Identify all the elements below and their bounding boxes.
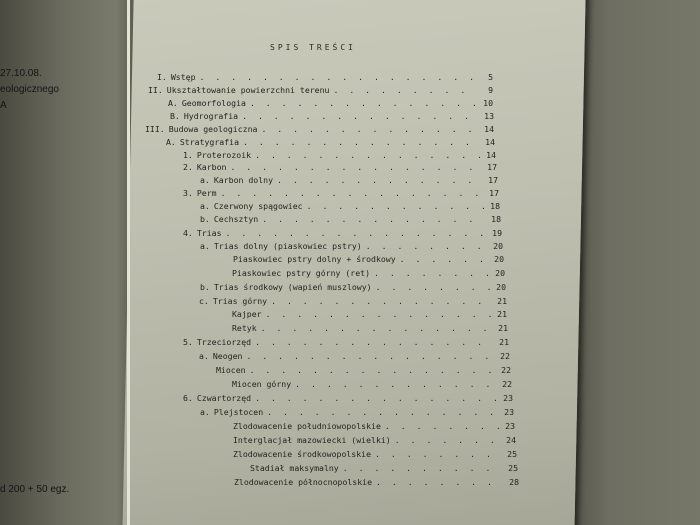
toc-entry-number: b. — [200, 282, 210, 292]
toc-entry-number: a. — [200, 407, 210, 417]
toc-entry — [183, 150, 496, 160]
toc-entry-page-number: 23 — [504, 407, 514, 417]
toc-entry-number: 2. — [183, 162, 193, 172]
toc-dot-leader — [374, 268, 489, 278]
toc-entry — [233, 254, 504, 264]
toc-dot-leader — [295, 379, 496, 389]
toc-dot-leader — [376, 477, 503, 487]
toc-entry-page-number: 17 — [487, 162, 497, 172]
toc-entry — [183, 162, 497, 172]
toc-entry-page-number: 10 — [483, 98, 493, 108]
toc-entry — [233, 449, 517, 459]
toc-entry — [145, 124, 494, 134]
toc-entry — [232, 323, 508, 333]
toc-entry-page-number: 25 — [508, 463, 518, 473]
toc-entry — [183, 393, 513, 403]
toc-dot-leader — [243, 137, 479, 147]
toc-dot-leader — [400, 254, 488, 264]
toc-entry-page-number: 23 — [503, 393, 513, 403]
toc-entry-title: Karbon — [196, 162, 227, 172]
toc-entry-title: Budowa geologiczna — [168, 124, 258, 134]
toc-entry-page-number: 9 — [488, 85, 493, 95]
toc-dot-leader — [343, 463, 502, 473]
toc-dot-leader — [246, 351, 494, 361]
toc-entry-title: Perm — [196, 188, 217, 198]
toc-entry — [168, 98, 493, 108]
toc-entry — [200, 201, 500, 211]
toc-entry — [199, 296, 507, 306]
toc-entry-title: Interglacjał mazowiecki (wielki) — [233, 435, 391, 445]
toc-entry-page-number: 21 — [498, 323, 508, 333]
toc-entry-page-number: 20 — [496, 282, 506, 292]
toc-entry — [232, 309, 507, 319]
toc-entry-title: Miocen — [216, 365, 246, 375]
toc-entry — [200, 214, 501, 224]
toc-entry-number: 1. — [183, 150, 193, 160]
toc-dot-leader — [230, 162, 481, 172]
toc-entry-title: Stadiał maksymalny — [250, 463, 339, 473]
toc-entry — [148, 85, 493, 95]
toc-entry-page-number: 20 — [494, 254, 504, 264]
toc-dot-leader — [255, 337, 493, 347]
toc-entry-number: b. — [200, 214, 210, 224]
toc-entry — [200, 282, 506, 292]
toc-dot-leader — [333, 85, 477, 95]
toc-dot-leader — [221, 188, 483, 198]
toc-entry-page-number: 17 — [488, 175, 498, 185]
toc-entry-page-number: 5 — [488, 72, 493, 82]
toc-entry-page-number: 14 — [484, 124, 494, 134]
toc-dot-leader — [277, 175, 482, 185]
toc-entry-page-number: 13 — [484, 111, 494, 121]
toc-entry-number: a. — [200, 241, 210, 251]
toc-entry — [250, 463, 518, 473]
toc-entry-title: Hydrografia — [183, 111, 239, 121]
toc-entry-page-number: 19 — [492, 228, 502, 238]
toc-entry-page-number: 14 — [486, 150, 496, 160]
toc-dot-leader — [250, 98, 477, 108]
toc-entry-page-number: 28 — [509, 477, 519, 487]
toc-entry-title: Wstęp — [170, 72, 196, 82]
toc-entry-number: II. — [148, 85, 163, 95]
toc-entry-page-number: 17 — [489, 188, 499, 198]
toc-entry-title: Piaskowiec pstry górny (ret) — [232, 268, 371, 278]
toc-entry-number: III. — [145, 124, 165, 134]
toc-entry-number: 4. — [183, 228, 193, 238]
toc-entry — [157, 72, 493, 82]
toc-entry-title: Ukształtowanie powierzchni terenu — [166, 85, 330, 95]
toc-entry-page-number: 18 — [490, 201, 500, 211]
toc-entry-title: Zlodowacenie północnopolskie — [234, 477, 373, 487]
toc-entry — [216, 365, 511, 375]
toc-dot-leader — [255, 150, 480, 160]
toc-entry-title: Geomorfologia — [181, 98, 246, 108]
toc-heading: SPIS TREŚCI — [270, 43, 356, 52]
toc-entry-number: a. — [200, 201, 210, 211]
toc-entry-page-number: 22 — [502, 379, 512, 389]
toc-entry-number: A. — [166, 137, 176, 147]
toc-entry-title: Czwartorzęd — [196, 393, 252, 403]
toc-entry — [166, 137, 495, 147]
toc-entry-title: Zlodowacenie środkowopolskie — [233, 449, 372, 459]
toc-dot-leader — [376, 282, 490, 292]
toc-dot-leader — [226, 228, 486, 238]
toc-entry-page-number: 14 — [485, 137, 495, 147]
toc-entry-page-number: 25 — [507, 449, 517, 459]
toc-entry-page-number: 21 — [497, 309, 507, 319]
toc-entry-number: a. — [200, 175, 210, 185]
toc-entry — [200, 407, 514, 417]
toc-entry-number: 3. — [183, 188, 193, 198]
toc-entry-title: Piaskowiec pstry dolny + środkowy — [233, 254, 396, 264]
toc-dot-leader — [271, 296, 491, 306]
toc-entry — [200, 175, 498, 185]
toc-entry-page-number: 20 — [493, 241, 503, 251]
toc-entry — [200, 241, 503, 251]
toc-entry-title: Trias środkowy (wapień muszlowy) — [213, 282, 372, 292]
toc-entry-title: Zlodowacenie południowopolskie — [233, 421, 381, 431]
left-page-fragment-date: 27.10.08. — [0, 68, 42, 79]
toc-entry — [170, 111, 494, 121]
toc-entry-title: Proterozoik — [196, 150, 252, 160]
toc-entry-title: Stratygrafia — [179, 137, 240, 147]
toc-entry — [183, 228, 502, 238]
toc-entry-number: A. — [168, 98, 178, 108]
toc-dot-leader — [255, 393, 497, 403]
toc-entry-number: a. — [199, 351, 209, 361]
toc-dot-leader — [266, 309, 491, 319]
left-page-print-run: d 200 + 50 egz. — [0, 484, 70, 495]
toc-entry-page-number: 20 — [495, 268, 505, 278]
toc-entry-title: Miocen górny — [232, 379, 292, 389]
toc-entry-title: Neogen — [212, 351, 243, 361]
toc-dot-leader — [366, 241, 487, 251]
left-page-fragment-letter: A — [0, 100, 7, 111]
toc-entry-number: 5. — [183, 337, 193, 347]
toc-entry-page-number: 21 — [499, 337, 509, 347]
toc-dot-leader — [200, 72, 477, 82]
toc-entry-page-number: 22 — [501, 365, 511, 375]
toc-dot-leader — [242, 111, 478, 121]
toc-entry — [199, 351, 510, 361]
toc-entry-number: 6. — [183, 393, 193, 403]
toc-entry-title: Retyk — [232, 323, 257, 333]
toc-entry-title: Trias — [196, 228, 222, 238]
toc-entry-title: Karbon dolny — [213, 175, 274, 185]
toc-entry-title: Plejstocen — [213, 407, 264, 417]
toc-entry-number: B. — [170, 111, 180, 121]
toc-entry-title: Cechsztyn — [213, 214, 259, 224]
toc-entry-title: Trzeciorzęd — [196, 337, 252, 347]
toc-dot-leader — [261, 323, 492, 333]
toc-dot-leader — [307, 201, 484, 211]
toc-entry — [233, 421, 515, 431]
toc-dot-leader — [262, 214, 485, 224]
toc-entry-page-number: 24 — [506, 435, 516, 445]
toc-entry-page-number: 18 — [491, 214, 501, 224]
toc-entry — [232, 379, 512, 389]
toc-entry-number: I. — [157, 72, 167, 82]
toc-dot-leader — [267, 407, 498, 417]
left-page-fragment-institute: eologicznego — [0, 84, 59, 95]
toc-dot-leader — [250, 365, 495, 375]
toc-entry-title: Trias górny — [212, 296, 268, 306]
toc-entry-title: Kajper — [232, 309, 262, 319]
toc-dot-leader — [385, 421, 499, 431]
toc-dot-leader — [261, 124, 478, 134]
toc-entry-page-number: 22 — [500, 351, 510, 361]
toc-entry — [232, 268, 505, 278]
toc-entry — [234, 477, 519, 487]
toc-entry — [233, 435, 516, 445]
toc-entry-title: Trias dolny (piaskowiec pstry) — [213, 241, 362, 251]
toc-entry — [183, 188, 499, 198]
toc-dot-leader — [375, 449, 501, 459]
toc-entry-page-number: 21 — [497, 296, 507, 306]
toc-entry-number: c. — [199, 296, 209, 306]
toc-dot-leader — [395, 435, 500, 445]
toc-entry-title: Czerwony spągowiec — [213, 201, 303, 211]
toc-entry-page-number: 23 — [505, 421, 515, 431]
toc-entry — [183, 337, 509, 347]
